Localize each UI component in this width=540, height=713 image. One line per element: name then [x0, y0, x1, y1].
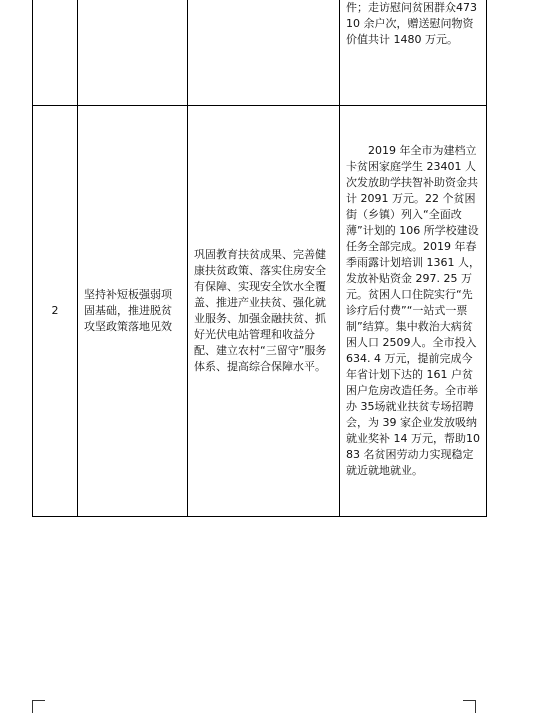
document-table [32, 0, 487, 517]
cell-number-prev [33, 0, 78, 105]
cell-result-prev [340, 0, 487, 105]
cell-measure-prev [188, 0, 340, 105]
table-row-previous [33, 0, 487, 105]
page-corner-mark-right [463, 700, 476, 713]
result-text: 2019 年全市为建档立卡贫困家庭学生 23401 人次发放助学扶智补助资金共计 2091 万元。22 个贫困街（乡镇）列入“全面改薄”计划的 106 所学校建设任务全部完成。2019 年春季雨露计划培训 1361 人，发放补贴资金 297. 25 万元。贫困人口住院实行“先诊疗后付费”“一站式一票制”结算。集中救治大病贫困人口 2509人。全市投入 634. 4 万元，提前完成今年省计划下达的 161 户贫困户危房改造任务。全市举办 35场就业扶贫专场招聘会，为 39 家企业发放吸纳就业奖补 14 万元，帮助1083 名贫困劳动力实现稳定就近就地就业。 [346, 143, 480, 477]
cell-task-prev [78, 0, 188, 105]
cell-measure: 巩固教育扶贫成果、完善健康扶贫政策、落实住房安全有保障、实现安全饮水全覆盖、推进产业扶贫、强化就业服务、加强金融扶贫、抓好光伏电站管理和收益分配、建立农村“三留守”服务体系、提高综合保障水平。 [188, 105, 340, 516]
result-text-prev: 件；走访慰问贫困群众47310 余户次，赠送慰问物资价值共计 1480 万元。 [346, 1, 477, 46]
table-row-2 [33, 105, 487, 516]
cell-number: 2 [33, 105, 78, 516]
cell-result [340, 105, 487, 516]
page-corner-mark-left [32, 700, 45, 713]
cell-task: 坚持补短板强弱项固基础，推进脱贫攻坚政策落地见效 [78, 105, 188, 516]
